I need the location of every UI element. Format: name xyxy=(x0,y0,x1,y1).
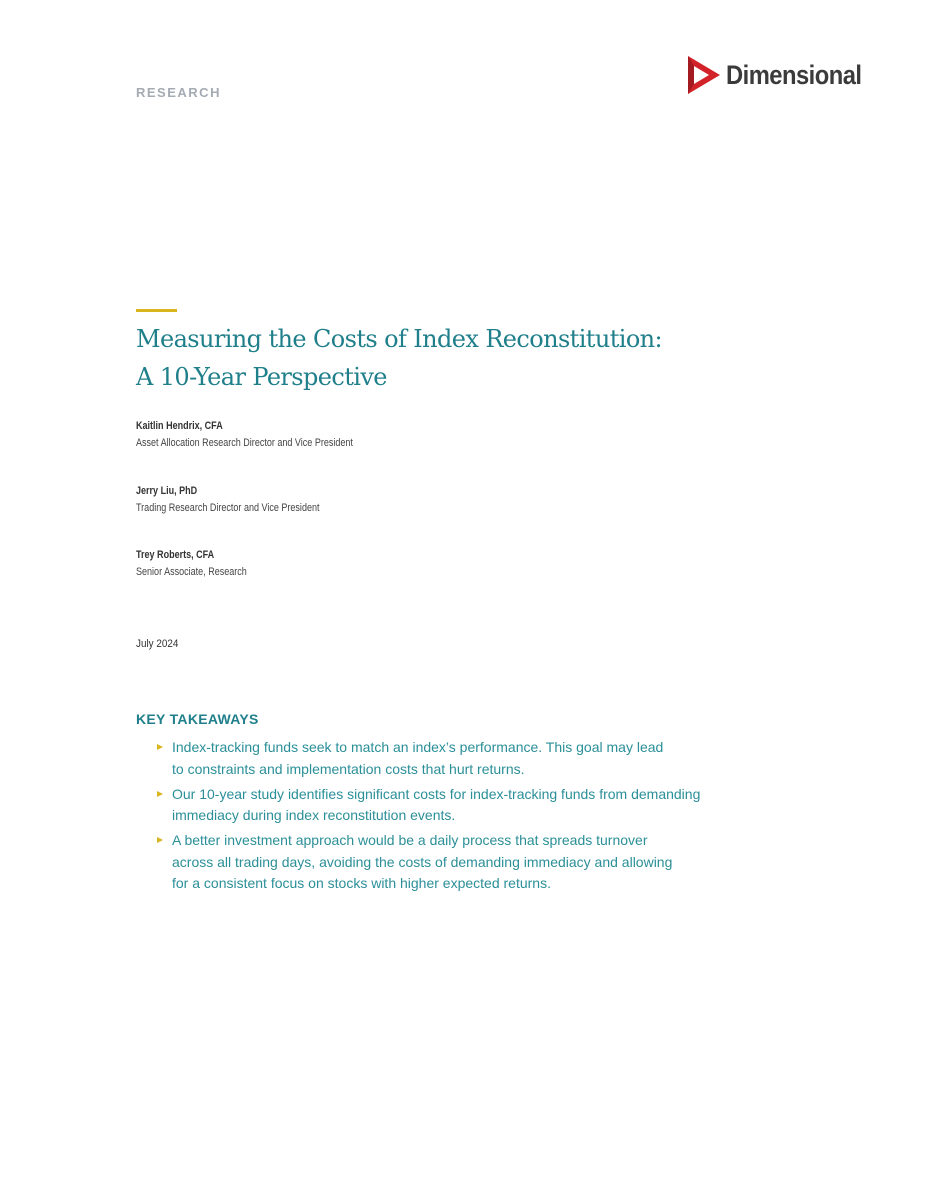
title-line-1: Measuring the Costs of Index Reconstitution: xyxy=(136,325,663,353)
triangle-bullet-icon xyxy=(157,837,163,843)
author-name: Kaitlin Hendrix, CFA xyxy=(136,420,223,432)
author-role: Asset Allocation Research Director and Vice President xyxy=(136,437,353,449)
takeaway-item xyxy=(157,737,797,780)
author-role: Trading Research Director and Vice President xyxy=(136,502,320,514)
dimensional-logo xyxy=(684,54,880,96)
author-block xyxy=(136,483,320,517)
takeaway-line: Index-tracking funds seek to match an index’s performance. This goal may lead xyxy=(172,739,664,755)
takeaway-line: immediacy during index reconstitution events. xyxy=(172,807,456,823)
takeaway-line: Our 10-year study identifies significant costs for index-tracking funds from demanding xyxy=(172,785,701,802)
takeaway-item xyxy=(157,830,797,895)
author-role: Senior Associate, Research xyxy=(136,566,247,578)
takeaway-line: across all trading days, avoiding the costs of demanding immediacy and allowing xyxy=(172,853,673,870)
triangle-bullet-icon xyxy=(157,791,163,797)
triangle-bullet-icon xyxy=(157,744,163,750)
key-takeaways-list xyxy=(157,737,797,898)
section-label: RESEARCH xyxy=(136,85,221,100)
document-title xyxy=(136,320,856,396)
key-takeaways-heading: KEY TAKEAWAYS xyxy=(136,711,259,727)
publication-date: July 2024 xyxy=(136,638,179,650)
dimensional-triangle-logo-icon xyxy=(684,54,722,96)
author-name: Trey Roberts, CFA xyxy=(136,549,215,561)
author-block xyxy=(136,418,353,452)
takeaway-line: to constraints and implementation costs that hurt returns. xyxy=(172,760,525,777)
title-accent-rule xyxy=(136,309,177,312)
logo-wordmark: Dimensional xyxy=(726,59,862,90)
author-name: Jerry Liu, PhD xyxy=(136,485,198,497)
takeaway-line: A better investment approach would be a daily process that spreads turnover xyxy=(172,832,648,848)
author-block xyxy=(136,547,247,581)
title-line-2: A 10-Year Perspective xyxy=(136,363,387,391)
takeaway-item xyxy=(157,784,797,827)
takeaway-line: for a consistent focus on stocks with higher expected returns. xyxy=(172,875,551,891)
